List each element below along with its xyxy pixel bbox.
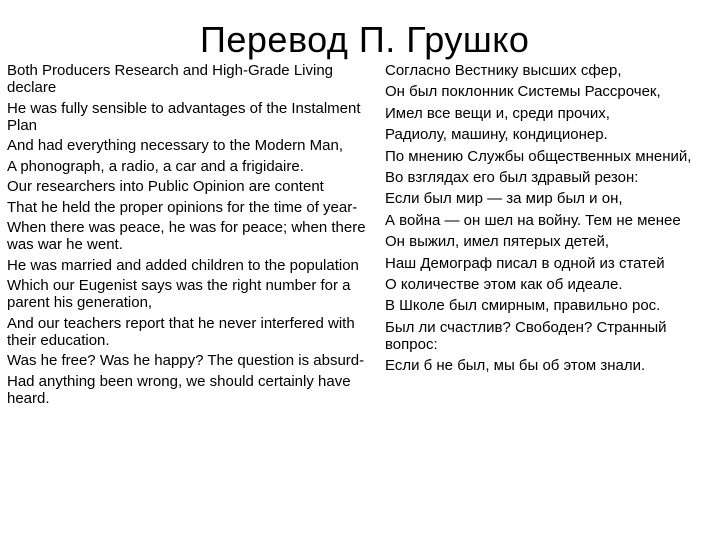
translation-line: Он выжил, имел пятерых детей, [385, 233, 610, 251]
poem-line: Had anything been wrong, we should certainly have heard. [7, 372, 351, 407]
translation-line: По мнению Службы общественных мнений, [385, 147, 692, 165]
poem-line: He was married and added children to the population [7, 256, 359, 274]
translation-line: Во взглядах его был здравый резон: [385, 168, 639, 186]
poem-line: And our teachers report that he never interfered with their education. [7, 314, 355, 349]
poem-line: Which our Eugenist says was the right number for a parent his generation, [7, 277, 351, 311]
translation-line: О количестве этом как об идеале. [385, 275, 623, 293]
translation-line: Если был мир — за мир был и он, [385, 190, 623, 208]
translation-line: Радиолу, машину, кондиционер. [385, 126, 608, 144]
translation-line: Он был поклонник Системы Рассрочек, [385, 83, 661, 101]
poem-line: He was fully sensible to advantages of the Instalment Plan [7, 99, 361, 134]
poem-line: When there was peace, he was for peace; when there was war he went. [7, 219, 366, 253]
translation-line: Был ли счастлив? Свободен? Странный вопрос: [385, 318, 667, 353]
slide-title: Перевод П. Грушко [200, 19, 530, 60]
poem-line: A phonograph, a radio, a car and a frigidaire. [7, 157, 304, 175]
translation-line: А война — он шел на войну. Тем не менее [385, 211, 681, 229]
translation-line: Если б не был, мы бы об этом знали. [385, 357, 646, 375]
poem-line: Both Producers Research and High-Grade Living declare [7, 62, 334, 96]
poem-line: Our researchers into Public Opinion are content [7, 178, 324, 195]
translation-line: Согласно Вестнику высших сфер, [385, 62, 622, 79]
translation-line: Наш Демограф писал в одной из статей [385, 254, 665, 272]
poem-line: And had everything necessary to the Modern Man, [7, 137, 344, 154]
russian-translation [385, 62, 717, 378]
poem-line: That he held the proper opinions for the time of year- [7, 198, 358, 216]
english-poem [7, 62, 367, 410]
translation-line: В Школе был смирным, правильно рос. [385, 297, 661, 315]
poem-line: Was he free? Was he happy? The question is absurd- [7, 352, 365, 369]
translation-line: Имел все вещи и, среди прочих, [385, 104, 610, 122]
